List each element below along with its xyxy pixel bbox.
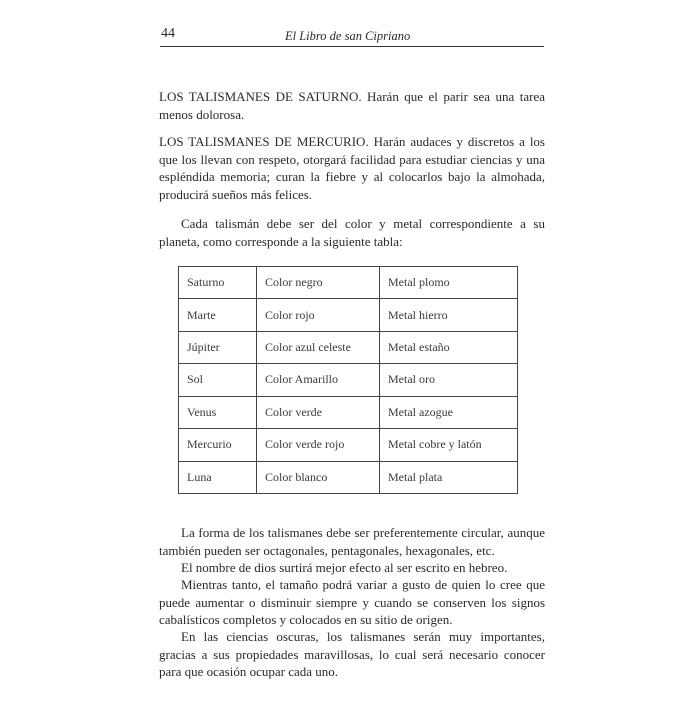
table-cell-color: Color blanco (257, 461, 380, 493)
table-cell-color: Color verde (257, 396, 380, 428)
paragraph-tamano: Mientras tanto, el tamaño podrá variar a gusto de quien lo cree que puede aumentar o disminuir siempre y cuando se conserven los signos cabalísticos completos y colocados en su sitio de origen. (159, 577, 545, 627)
table-cell-metal: Metal estaño (380, 331, 518, 363)
table-cell-color: Color negro (257, 267, 380, 299)
paragraph-mercurio: LOS TALISMANES DE MERCURIO. Harán audaces y discretos a los que los llevan con respeto, otorgará facilidad para estudiar ciencias y una espléndida memoria; curan la fiebre y al colocarlos bajo la almohada, producirá sueños más felices. (159, 134, 545, 202)
page-number: 44 (161, 26, 175, 41)
table-cell-color: Color verde rojo (257, 429, 380, 461)
table-cell-metal: Metal cobre y latón (380, 429, 518, 461)
table-cell-metal: Metal oro (380, 364, 518, 396)
paragraph-ciencias: En las ciencias oscuras, los talismanes serán muy importantes, gracias a sus propiedades maravillosas, lo cual será necesario conocer para que ocasión ocupar cada uno. (159, 629, 545, 679)
table-cell-color: Color Amarillo (257, 364, 380, 396)
paragraph-saturno: LOS TALISMANES DE SATURNO. Harán que el parir sea una tarea menos dolorosa. (159, 89, 545, 122)
table-row (179, 331, 518, 363)
table-cell-planet: Mercurio (179, 429, 257, 461)
table-row (179, 299, 518, 331)
table-row (179, 364, 518, 396)
correspondence-table (178, 266, 518, 494)
table-cell-color: Color azul celeste (257, 331, 380, 363)
table-cell-metal: Metal hierro (380, 299, 518, 331)
table-cell-planet: Sol (179, 364, 257, 396)
running-head: El Libro de san Cipriano (285, 29, 411, 43)
table-cell-metal: Metal plomo (380, 267, 518, 299)
paragraph-intro-table: Cada talismán debe ser del color y metal correspondiente a su planeta, como corresponde a la siguiente tabla: (159, 216, 545, 249)
table-row (179, 396, 518, 428)
table-cell-planet: Saturno (179, 267, 257, 299)
table-row (179, 429, 518, 461)
table-cell-color: Color rojo (257, 299, 380, 331)
table-cell-planet: Marte (179, 299, 257, 331)
table-cell-metal: Metal azogue (380, 396, 518, 428)
header-rule (160, 46, 544, 47)
table-row (179, 461, 518, 493)
paragraph-forma: La forma de los talismanes debe ser preferentemente circular, aunque también pueden ser octagonales, pentagonales, hexagonales, etc. (159, 525, 545, 558)
table-row (179, 267, 518, 299)
table-cell-planet: Venus (179, 396, 257, 428)
table-cell-planet: Luna (179, 461, 257, 493)
paragraph-nombre: El nombre de dios surtirá mejor efecto al ser escrito en hebreo. (181, 560, 508, 575)
table-cell-planet: Júpiter (179, 331, 257, 363)
table-cell-metal: Metal plata (380, 461, 518, 493)
